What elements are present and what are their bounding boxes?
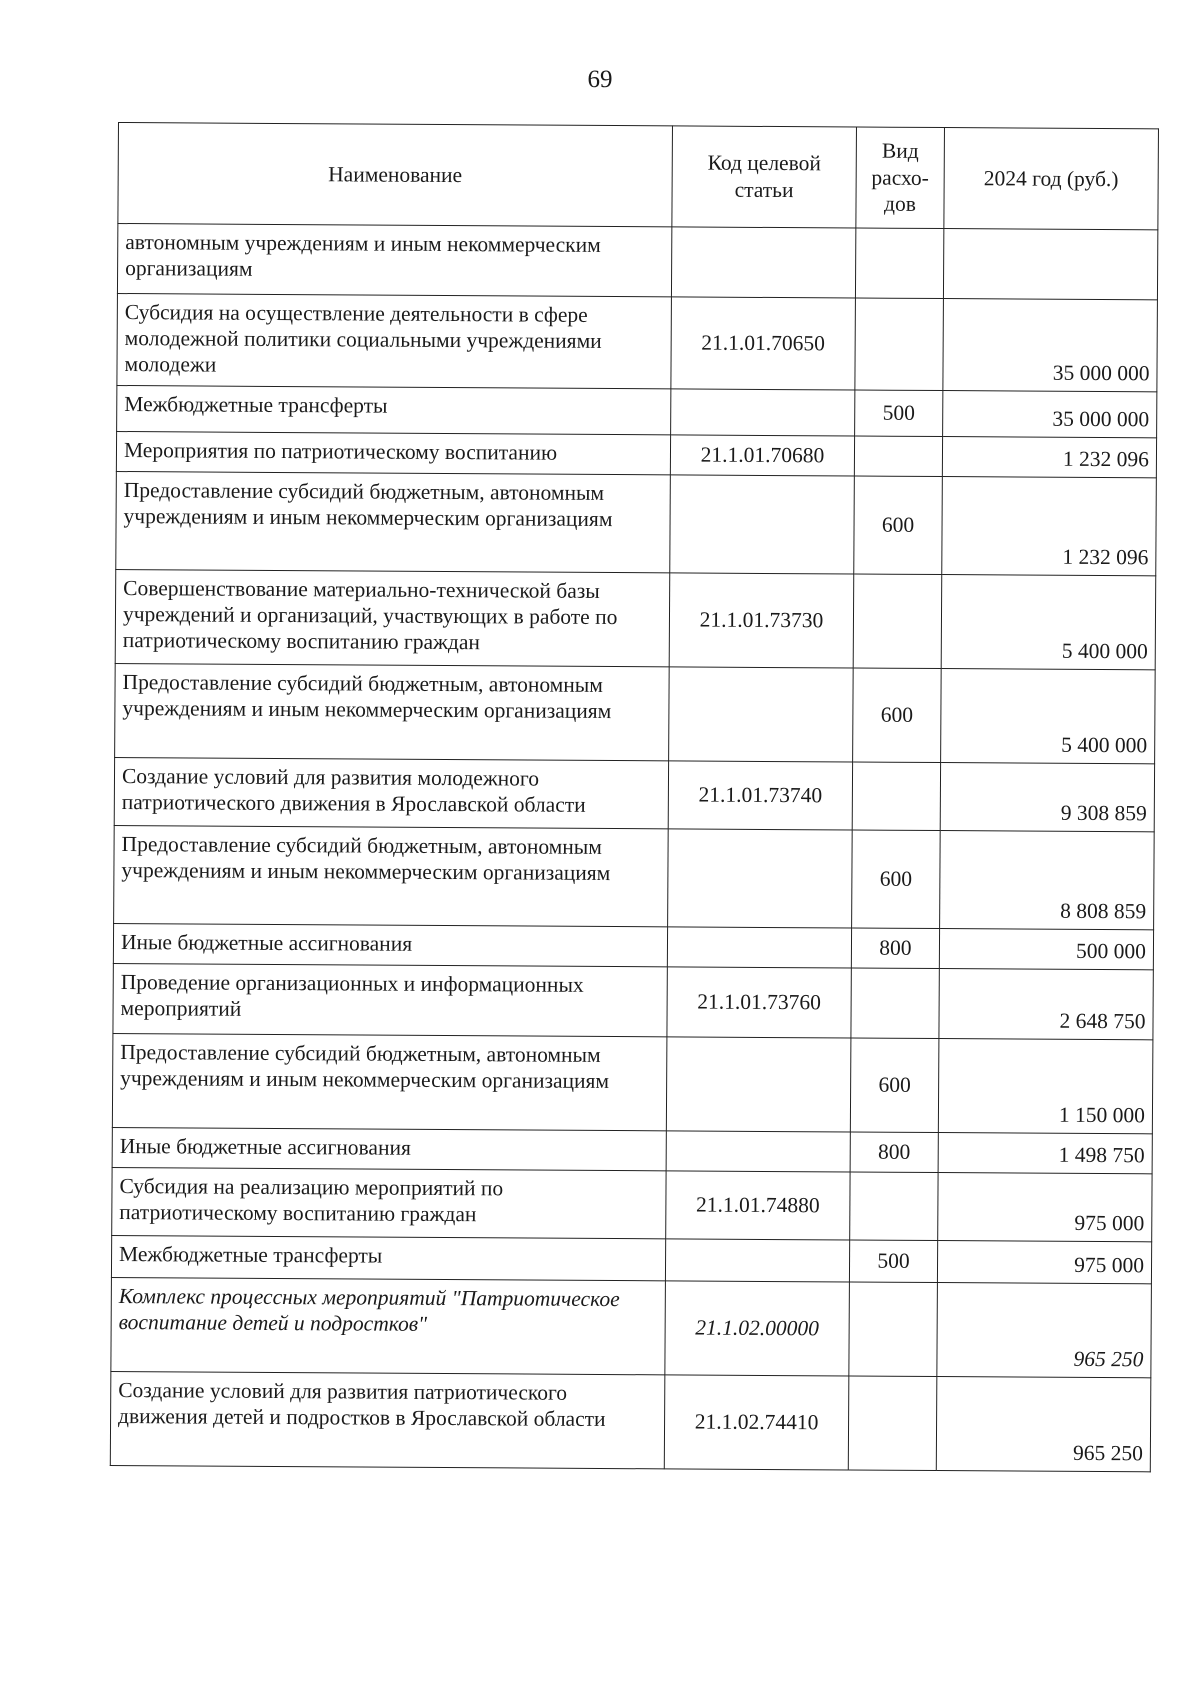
table-row [113,923,1153,969]
cell-name: Мероприятия по патриотическому воспитанию [116,431,670,474]
cell-code [666,1037,851,1132]
cell-type [854,436,942,477]
cell-type [855,228,943,299]
cell-name: Иные бюджетные ассигнования [113,923,667,966]
table-row [112,1127,1152,1173]
cell-name: автономным учреждениям и иным некоммерческим организациям [117,224,671,297]
cell-amount: 1 232 096 [942,437,1156,478]
cell-type [851,968,939,1039]
cell-type [855,298,944,391]
cell-amount: 35 000 000 [943,299,1158,392]
cell-name: Создание условий для развития молодежного патриотического движения в Ярославской области [114,757,668,828]
cell-name: Комплекс процессных мероприятий "Патриотическое воспитание детей и подростков" [111,1277,666,1374]
cell-amount: 1 232 096 [942,477,1157,576]
cell-name: Иные бюджетные ассигнования [112,1127,666,1170]
cell-type: 500 [849,1240,937,1283]
table-row [116,471,1157,575]
cell-name: Предоставление субсидий бюджетным, автономным учреждениям и иным некоммерческим организациям [116,471,671,572]
cell-name: Предоставление субсидий бюджетным, автономным учреждениям и иным некоммерческим организациям [115,663,670,760]
cell-type: 600 [852,830,941,929]
cell-type [850,1172,938,1241]
cell-code [671,227,855,298]
cell-code [671,389,855,436]
table-row [115,569,1156,669]
cell-type [853,574,942,669]
cell-code [666,1131,850,1172]
cell-amount: 965 250 [937,1283,1152,1378]
cell-name: Межбюджетные трансферты [111,1235,665,1280]
cell-type [852,762,940,831]
cell-name: Проведение организационных и информационных мероприятий [113,963,667,1036]
cell-type: 600 [854,476,943,575]
cell-amount: 975 000 [937,1241,1151,1284]
table-row [114,825,1155,929]
header-type: Вид расхо-дов [856,127,945,229]
cell-name: Предоставление субсидий бюджетным, автономным учреждениям и иным некоммерческим организациям [112,1033,667,1130]
cell-amount: 1 150 000 [938,1039,1153,1134]
table-body [110,224,1158,1472]
cell-amount: 965 250 [936,1377,1151,1472]
cell-type: 600 [850,1038,939,1133]
table-row [112,1167,1152,1241]
cell-type: 800 [851,928,939,969]
cell-type: 800 [850,1132,938,1173]
cell-code: 21.1.01.70680 [670,435,854,476]
cell-amount: 9 308 859 [940,763,1154,832]
cell-amount: 975 000 [938,1173,1152,1242]
cell-code: 21.1.01.73740 [668,761,852,830]
cell-amount: 500 000 [939,929,1153,970]
cell-code [667,927,851,968]
cell-name: Совершенствование материально-технической базы учреждений и организаций, участвующих в работе по патриотическому воспитанию граждан [115,569,670,666]
cell-code [665,1239,849,1282]
cell-amount: 5 400 000 [941,669,1156,764]
cell-code: 21.1.01.73730 [669,573,854,668]
table-row [115,663,1156,763]
table-row [113,963,1153,1039]
table-row [112,1033,1153,1133]
table-row [117,385,1157,437]
header-amount: 2024 год (руб.) [944,128,1159,230]
cell-code: 21.1.01.74880 [666,1171,850,1240]
cell-code [669,667,854,762]
cell-amount: 1 498 750 [938,1133,1152,1174]
budget-table [110,122,1159,1472]
cell-code: 21.1.02.74410 [664,1375,849,1470]
table-row [110,1371,1151,1471]
cell-amount: 8 808 859 [940,831,1155,930]
cell-code: 21.1.01.73760 [667,967,851,1038]
table-header-row [118,123,1159,230]
header-code: Код целевой статьи [672,126,857,228]
cell-code [668,829,853,928]
cell-name: Создание условий для развития патриотического движения детей и подростков в Ярославской области [110,1371,665,1468]
cell-type [848,1376,937,1471]
cell-amount [943,229,1157,300]
cell-type: 500 [855,390,943,437]
cell-amount: 5 400 000 [941,575,1156,670]
page-number: 69 [587,66,613,93]
table-row [114,757,1154,831]
table-row [111,1277,1152,1377]
cell-code: 21.1.01.70650 [671,297,856,390]
cell-name: Субсидия на реализацию мероприятий по патриотическому воспитанию граждан [112,1167,666,1238]
table-row [117,224,1157,300]
table-row [116,431,1156,477]
cell-type: 600 [853,668,942,763]
cell-name: Субсидия на осуществление деятельности в сфере молодежной политики социальными учреждениями молодежи [117,293,672,388]
cell-name: Межбюджетные трансферты [117,385,671,434]
cell-name: Предоставление субсидий бюджетным, автономным учреждениям и иным некоммерческим организациям [114,825,669,926]
cell-code [670,475,855,574]
cell-amount: 2 648 750 [939,969,1153,1040]
cell-type [849,1282,938,1377]
table-row [117,293,1158,391]
cell-amount: 35 000 000 [943,391,1157,438]
header-name: Наименование [118,123,673,227]
cell-code: 21.1.02.00000 [665,1281,850,1376]
table-row [111,1235,1151,1283]
